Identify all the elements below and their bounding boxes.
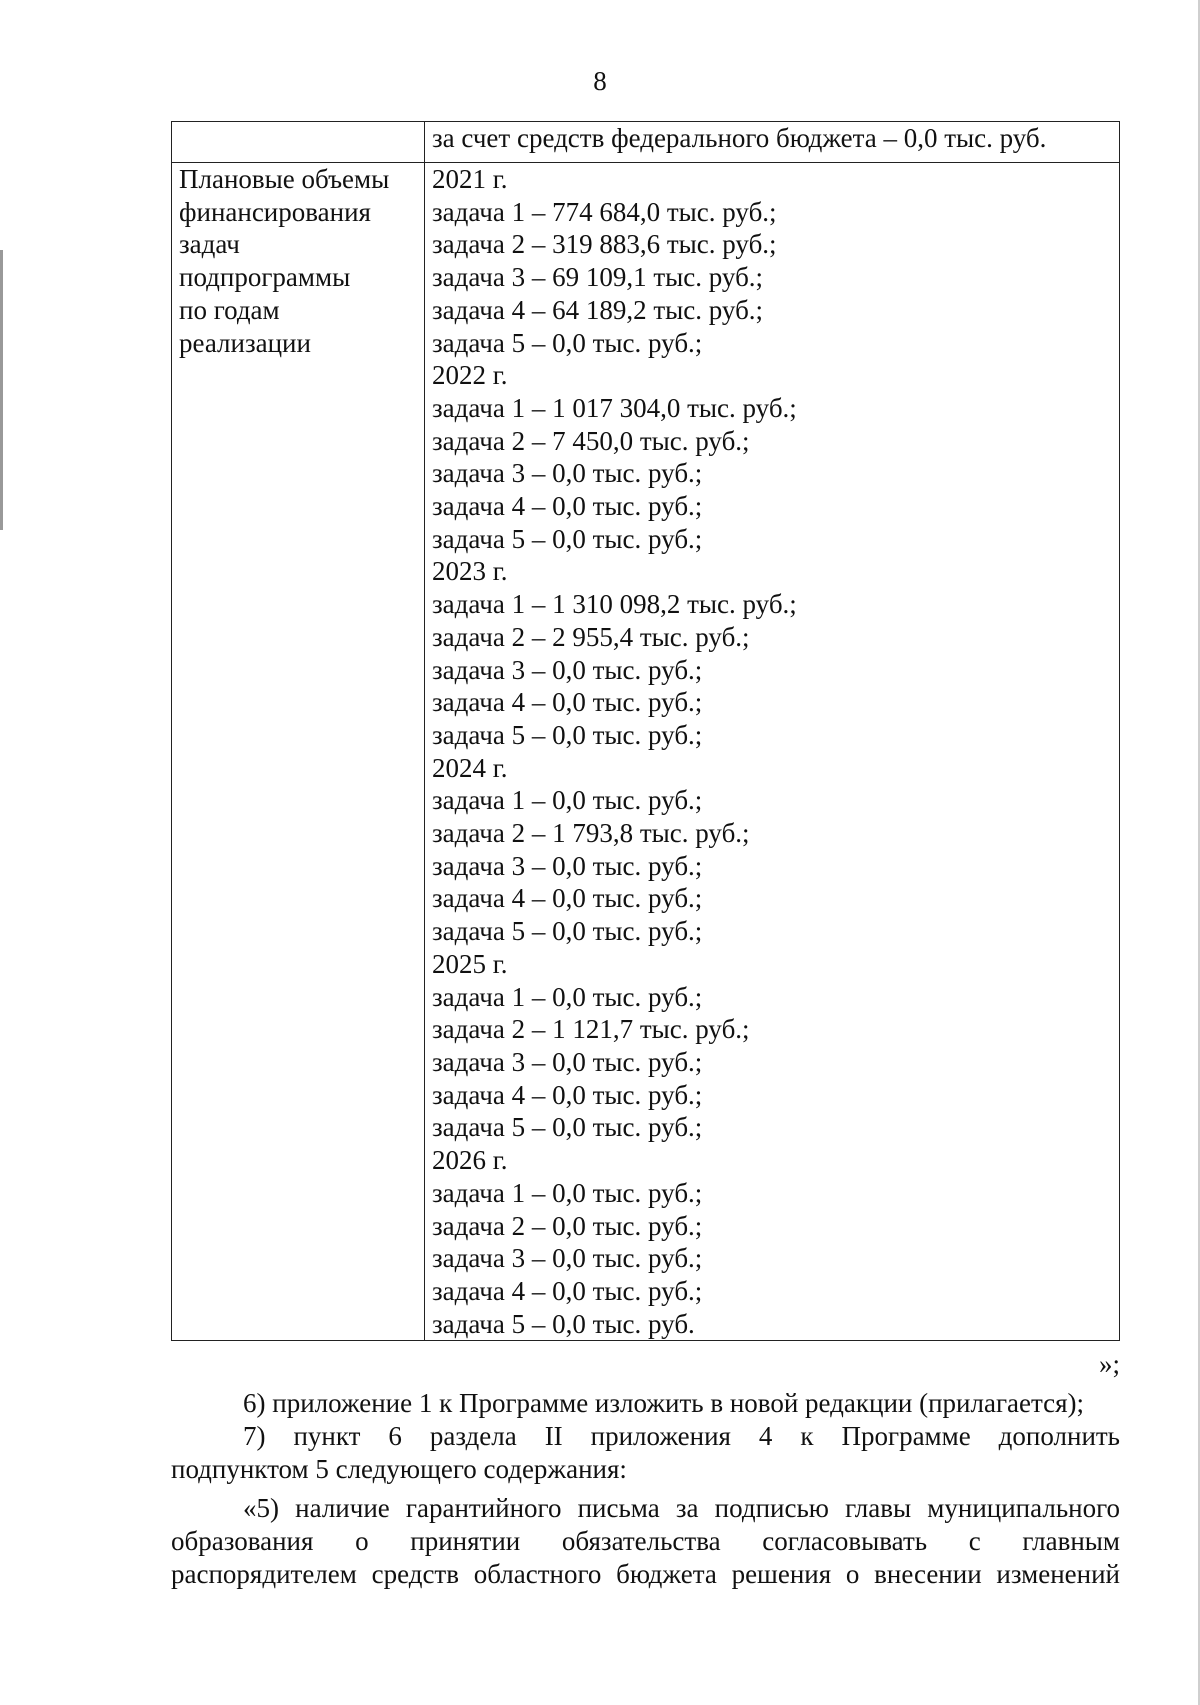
planned-volumes-label-line: подпрограммы [179,262,351,293]
planned-volumes-label-line: реализации [179,327,311,358]
task-funding-line: задача 2 – 7 450,0 тыс. руб.; [432,425,750,456]
task-funding-line: задача 2 – 1 121,7 тыс. руб.; [432,1014,750,1045]
planned-volumes-label-cell [172,163,425,1341]
federal-budget-cell [425,122,1120,163]
task-funding-line: задача 2 – 319 883,6 тыс. руб.; [432,229,777,260]
scan-edge-left [0,250,3,530]
year-heading: 2025 г. [432,948,508,979]
task-funding-line: задача 1 – 1 310 098,2 тыс. руб.; [432,589,797,620]
table-row-top [172,122,1120,163]
task-funding-line: задача 4 – 0,0 тыс. руб.; [432,1275,703,1306]
planned-volumes-values-cell [425,163,1120,1341]
planned-volumes-label-line: Плановые объемы [179,164,390,194]
year-heading: 2021 г. [432,164,508,194]
task-funding-line: задача 3 – 0,0 тыс. руб.; [432,1046,703,1077]
table-cell-empty [172,122,425,163]
task-funding-line: задача 5 – 0,0 тыс. руб.; [432,1112,703,1143]
task-funding-line: задача 1 – 0,0 тыс. руб.; [432,1177,703,1208]
task-funding-line: задача 5 – 0,0 тыс. руб.; [432,719,703,750]
funding-table [171,121,1120,1341]
page-number: 8 [593,66,607,96]
task-funding-line: задача 3 – 69 109,1 тыс. руб.; [432,262,764,293]
task-funding-line: задача 1 – 774 684,0 тыс. руб.; [432,196,777,227]
task-funding-line: задача 5 – 0,0 тыс. руб.; [432,327,703,358]
federal-budget-text: за счет средств федерального бюджета – 0,0 тыс. руб. [432,123,1047,153]
task-funding-line: задача 3 – 0,0 тыс. руб.; [432,850,703,881]
task-funding-line: задача 3 – 0,0 тыс. руб.; [432,458,703,489]
task-funding-line: задача 5 – 0,0 тыс. руб.; [432,523,703,554]
task-funding-line: задача 4 – 0,0 тыс. руб.; [432,883,703,914]
planned-volumes-label-line: финансирования [179,196,371,227]
body-text [171,1387,1120,1591]
task-funding-line: задача 5 – 0,0 тыс. руб. [432,1308,695,1339]
task-funding-line: задача 3 – 0,0 тыс. руб.; [432,654,703,685]
year-heading: 2023 г. [432,556,508,587]
task-funding-line: задача 4 – 64 189,2 тыс. руб.; [432,294,764,325]
task-funding-line: задача 2 – 2 955,4 тыс. руб.; [432,621,750,652]
planned-volumes-label-line: по годам [179,294,280,325]
year-heading: 2026 г. [432,1145,508,1176]
task-funding-line: задача 5 – 0,0 тыс. руб.; [432,916,703,947]
paragraph-quote-line-1: «5) наличие гарантийного письма за подписью главы муниципального [243,1493,1120,1523]
paragraph-item-6: 6) приложение 1 к Программе изложить в новой редакции (прилагается); [243,1388,1085,1418]
closing-quote: »; [1098,1349,1120,1379]
paragraph-quote-line-2: образования о принятии обязательства согласовывать с главным [171,1526,1120,1556]
task-funding-line: задача 3 – 0,0 тыс. руб.; [432,1243,703,1274]
task-funding-line: задача 1 – 1 017 304,0 тыс. руб.; [432,392,797,423]
task-funding-line: задача 4 – 0,0 тыс. руб.; [432,687,703,718]
task-funding-line: задача 1 – 0,0 тыс. руб.; [432,785,703,816]
task-funding-line: задача 2 – 1 793,8 тыс. руб.; [432,818,750,849]
task-funding-line: задача 4 – 0,0 тыс. руб.; [432,1079,703,1110]
year-heading: 2024 г. [432,752,508,783]
year-heading: 2022 г. [432,360,508,391]
table-row-planned-volumes [172,163,1120,1341]
task-funding-line: задача 4 – 0,0 тыс. руб.; [432,491,703,522]
paragraph-item-7-line-1: 7) пункт 6 раздела II приложения 4 к Программе дополнить [243,1421,1120,1451]
task-funding-line: задача 2 – 0,0 тыс. руб.; [432,1210,703,1241]
planned-volumes-label-line: задач [179,229,240,260]
task-funding-line: задача 1 – 0,0 тыс. руб.; [432,981,703,1012]
paragraph-item-7-line-2: подпунктом 5 следующего содержания: [171,1454,627,1484]
paragraph-quote-line-3: распорядителем средств областного бюджета решения о внесении изменений [171,1559,1120,1589]
